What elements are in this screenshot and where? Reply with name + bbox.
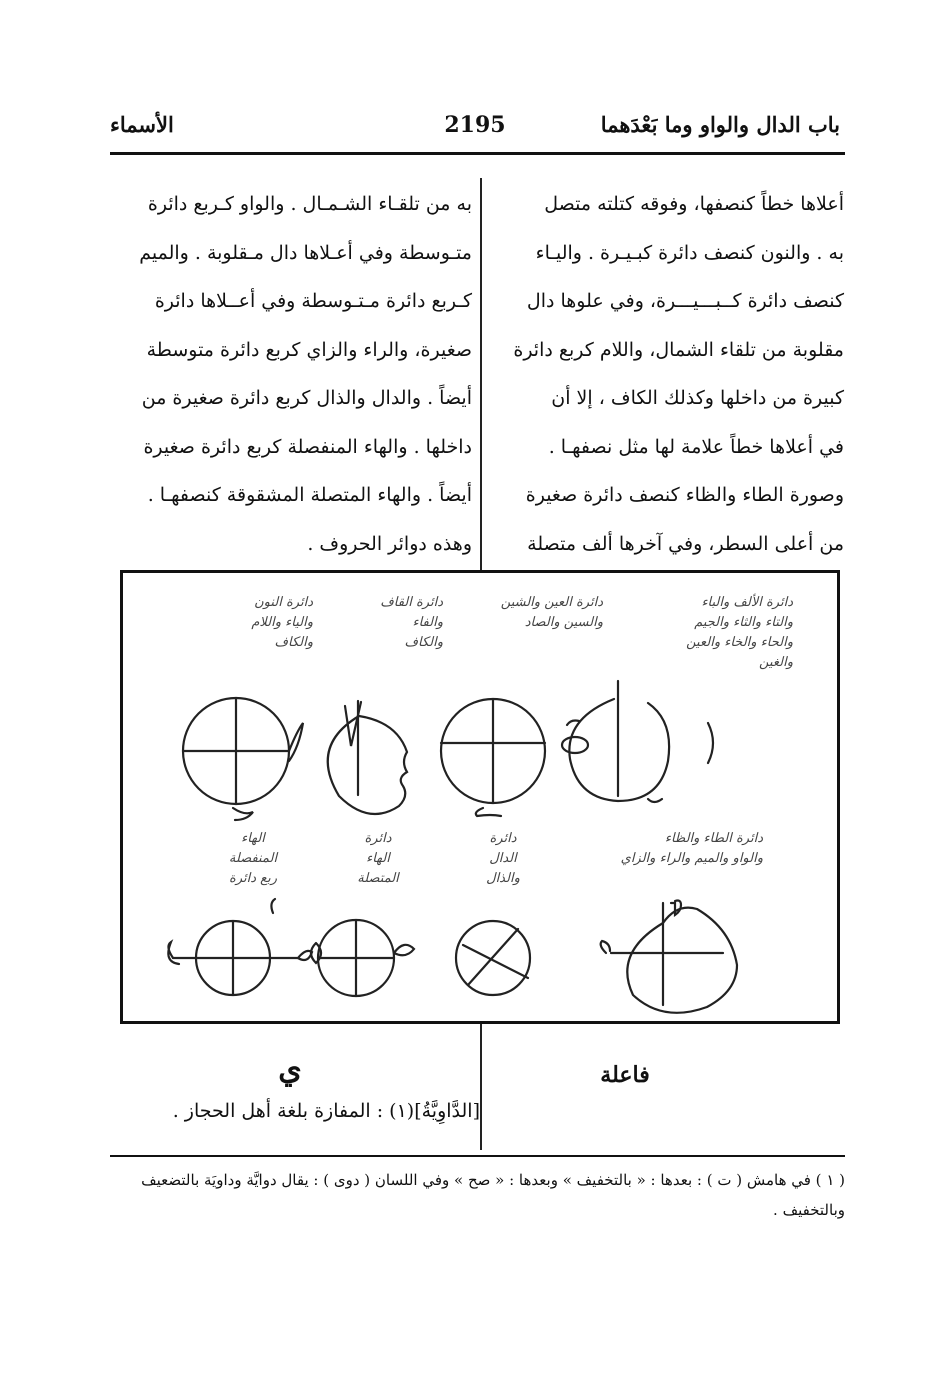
circle-top-2 <box>328 701 407 814</box>
text-line: من أعلى السطر، وفي آخرها ألف متصلة <box>527 532 844 555</box>
text-line: متـوسطة وفي أعـلاها دال مـقلوبة . والميم <box>139 241 472 264</box>
figure-label-bottom-2: دائرة الدال والذال <box>486 831 520 886</box>
circle-top-3 <box>441 699 588 816</box>
running-header <box>110 112 840 152</box>
footnote <box>110 1165 845 1225</box>
entry-definition: [الدَّاوِيَّةُ](١) : المفازة بلغة أهل الحجاز . <box>172 1100 480 1122</box>
figure-label-bottom-3: دائرة الهاء المتصلة <box>357 831 399 886</box>
text-line: أعلاها خطاً كنصفها، وفوقه كتلته متصل <box>544 193 844 215</box>
text-line: مقلوبة من تلقاء الشمال، واللام كربع دائرة <box>513 338 844 361</box>
circle-bottom-4 <box>601 901 737 1013</box>
text-line: في أعلاها خطاً علامة لها مثل نصفهـا . <box>548 435 844 458</box>
letter-circles-figure <box>120 570 840 1024</box>
text-column-left <box>110 180 472 568</box>
text-line: وصورة الطاء والظاء كنصف دائرة صغيرة <box>525 484 844 506</box>
text-line: به . والنون كنصف دائرة كبـيـرة . واليـاء <box>535 241 844 264</box>
figure-label-bottom-4: الهاء المنفصلة ربع دائرة <box>228 831 278 886</box>
text-line: أيضاً . والدال والذال كربع دائرة صغيرة من <box>141 387 472 409</box>
text-line: كبيرة من داخلها وكذلك الكاف ، إلا أن <box>551 387 844 409</box>
footnote-rule <box>110 1155 845 1157</box>
figure-label-top-4: دائرة النون والياء واللام والكاف <box>251 595 313 650</box>
text-line: داخلها . والهاء المنفصلة كربع دائرة صغيرة <box>143 435 472 458</box>
page-number: 2195 <box>444 112 506 138</box>
figure-label-top-1: دائرة الألف والباء والتاء والثاء والجيم والحاء والخاء والعين والغين <box>686 595 793 670</box>
circle-bottom-3 <box>456 921 530 995</box>
circle-bottom-1 <box>168 899 312 995</box>
figure-label-bottom-1: دائرة الطاء والظاء والواو والميم والراء والزاي <box>620 831 763 866</box>
text-line: كـربع دائرة مـتـوسطة وفي أعــلاها دائرة <box>154 290 472 312</box>
figure-label-top-2: دائرة العين والشين والسين والصاد <box>500 595 603 630</box>
lower-column-divider <box>480 1024 482 1150</box>
header-rule <box>110 152 845 155</box>
column-divider <box>480 178 482 570</box>
text-line: كنصف دائرة كــبـــيـــرة، وفي علوها دال <box>526 290 844 312</box>
entry-heading-right: فاعلة <box>600 1062 650 1088</box>
section-title: الأسماء <box>110 112 174 137</box>
text-line: وهذه دوائر الحروف . <box>307 532 472 555</box>
footnote-line: وبالتخفيف . <box>773 1201 845 1219</box>
text-line: صغيرة، والراء والزاي كربع دائرة متوسطة <box>146 338 472 361</box>
text-line: به من تلقـاء الشـمـال . والواو كـربع دائرة <box>147 193 472 215</box>
chapter-title: باب الدال والواو وما بَعْدَهما <box>600 112 840 137</box>
circle-top-1 <box>183 698 303 820</box>
figure-label-top-3: دائرة القاف والفاء والكاف <box>380 595 443 650</box>
footnote-line: ( ١ ) في هامش ( ت ) : بعدها : « بالتخفيف » وبعدها : « صح » وفي اللسان ( دوى ) : يقال دوايَّة وداويَة بالتضعيف <box>141 1171 845 1189</box>
circle-bottom-2 <box>311 920 414 996</box>
text-column-right <box>492 180 844 568</box>
text-line: أيضاً . والهاء المتصلة المشقوقة كنصفهـا . <box>147 484 472 506</box>
circle-top-4 <box>569 681 713 802</box>
entry-letter-heading: ي <box>278 1052 302 1087</box>
